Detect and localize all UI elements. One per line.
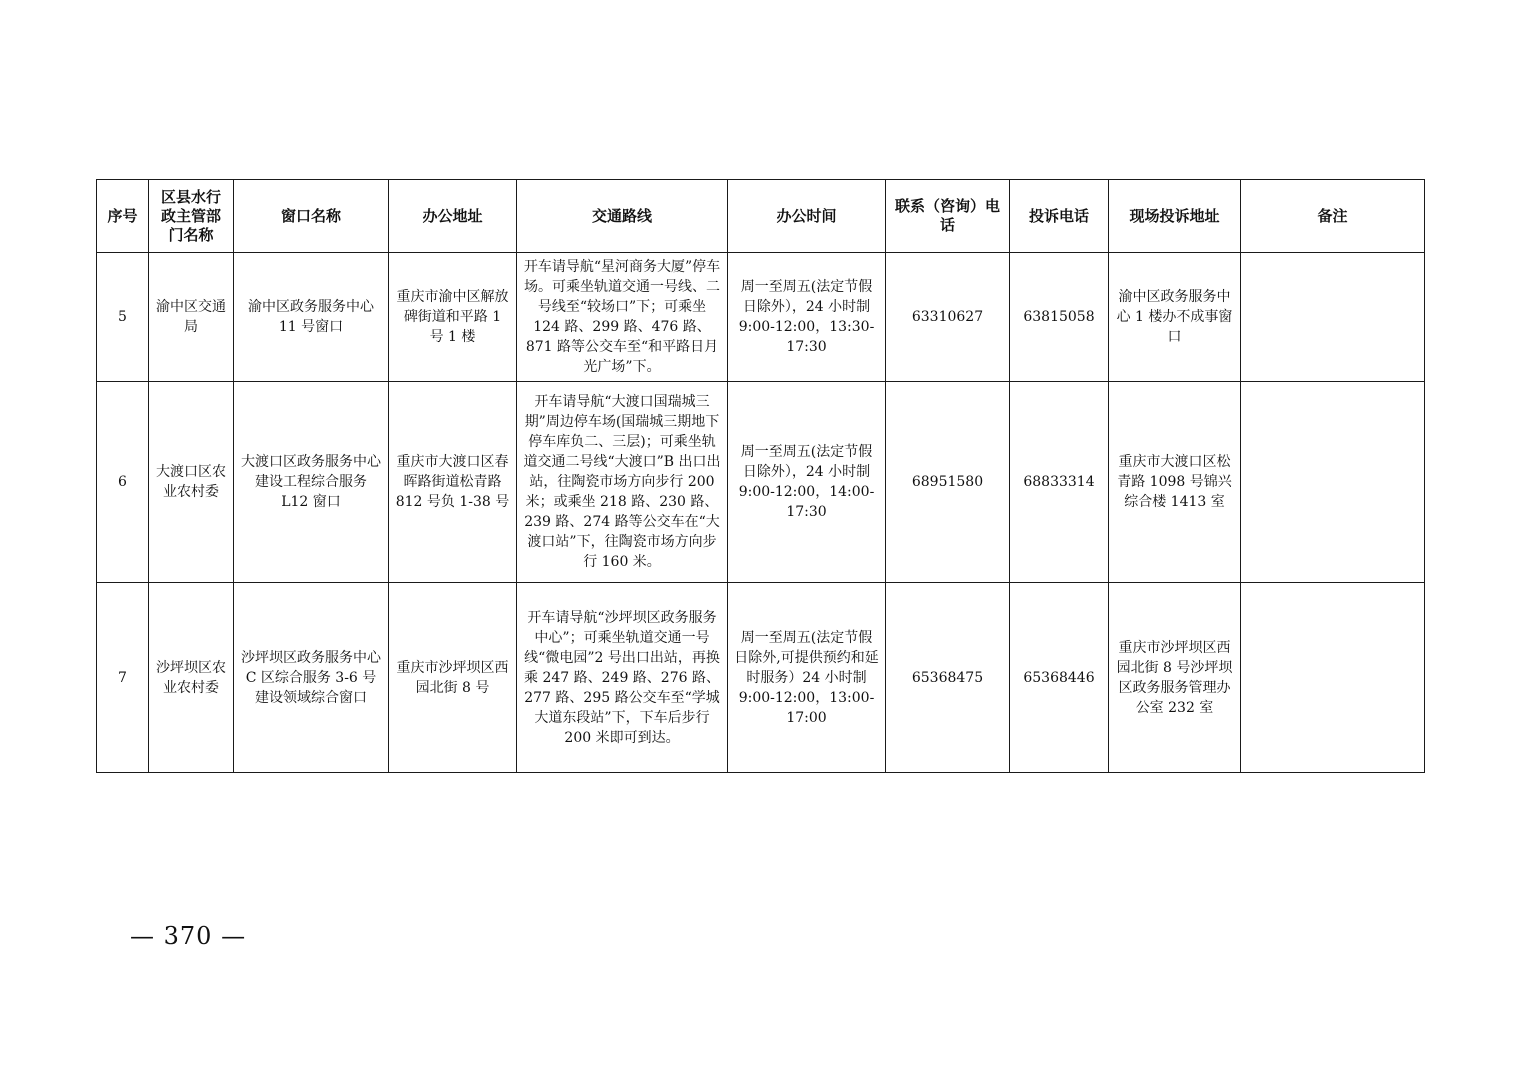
cell-phone: 63310627	[886, 253, 1010, 382]
cell-window: 大渡口区政务服务中心建设工程综合服务 L12 窗口	[234, 382, 389, 583]
cell-route: 开车请导航“大渡口国瑞城三期”周边停车场(国瑞城三期地下停车库负二、三层)；可乘坐轨道交通二号线“大渡口”B 出口出站，往陶瓷市场方向步行 200 米；或乘坐 218 路、230 路、239 路、274 路等公交车在“大渡口站”下，往陶瓷市场方向步行 160 米。	[517, 382, 728, 583]
header-phone: 联系（咨询）电话	[886, 180, 1010, 253]
cell-dept: 沙坪坝区农业农村委	[149, 583, 234, 773]
cell-hours: 周一至周五(法定节假日除外），24 小时制 9:00-12:00，13:30-17:30	[728, 253, 886, 382]
cell-hours: 周一至周五(法定节假日除外,可提供预约和延时服务）24 小时制 9:00-12:00，13:00-17:00	[728, 583, 886, 773]
table-row	[97, 583, 1425, 773]
service-window-table-container	[96, 179, 1424, 773]
header-route: 交通路线	[517, 180, 728, 253]
header-dept: 区县水行政主管部门名称	[149, 180, 234, 253]
cell-dept: 渝中区交通局	[149, 253, 234, 382]
cell-phone: 65368475	[886, 583, 1010, 773]
cell-complaint-phone: 68833314	[1010, 382, 1109, 583]
cell-remark	[1241, 253, 1425, 382]
cell-address: 重庆市渝中区解放碑街道和平路 1 号 1 楼	[389, 253, 517, 382]
cell-no: 5	[97, 253, 149, 382]
cell-route: 开车请导航“星河商务大厦”停车场。可乘坐轨道交通一号线、二号线至“较场口”下；可乘坐 124 路、299 路、476 路、871 路等公交车至“和平路日月光广场”下。	[517, 253, 728, 382]
header-complaint-phone: 投诉电话	[1010, 180, 1109, 253]
header-no: 序号	[97, 180, 149, 253]
cell-complaint-address: 渝中区政务服务中心 1 楼办不成事窗口	[1109, 253, 1241, 382]
cell-remark	[1241, 583, 1425, 773]
header-address: 办公地址	[389, 180, 517, 253]
cell-hours: 周一至周五(法定节假日除外），24 小时制 9:00-12:00，14:00-17:30	[728, 382, 886, 583]
cell-no: 7	[97, 583, 149, 773]
table-header-row	[97, 180, 1425, 253]
cell-complaint-address: 重庆市大渡口区松青路 1098 号锦兴综合楼 1413 室	[1109, 382, 1241, 583]
cell-complaint-phone: 65368446	[1010, 583, 1109, 773]
header-hours: 办公时间	[728, 180, 886, 253]
cell-address: 重庆市沙坪坝区西园北街 8 号	[389, 583, 517, 773]
header-window: 窗口名称	[234, 180, 389, 253]
header-complaint-address: 现场投诉地址	[1109, 180, 1241, 253]
cell-no: 6	[97, 382, 149, 583]
page-number: — 370 —	[130, 922, 247, 950]
cell-remark	[1241, 382, 1425, 583]
cell-phone: 68951580	[886, 382, 1010, 583]
header-remark: 备注	[1241, 180, 1425, 253]
cell-complaint-phone: 63815058	[1010, 253, 1109, 382]
cell-route: 开车请导航“沙坪坝区政务服务中心”；可乘坐轨道交通一号线“微电园”2 号出口出站，再换乘 247 路、249 路、276 路、277 路、295 路公交车至“学城大道东段站”下，下车后步行 200 米即可到达。	[517, 583, 728, 773]
cell-dept: 大渡口区农业农村委	[149, 382, 234, 583]
cell-complaint-address: 重庆市沙坪坝区西园北街 8 号沙坪坝区政务服务管理办公室 232 室	[1109, 583, 1241, 773]
table-row	[97, 382, 1425, 583]
cell-window: 渝中区政务服务中心 11 号窗口	[234, 253, 389, 382]
table-row	[97, 253, 1425, 382]
cell-window: 沙坪坝区政务服务中心 C 区综合服务 3-6 号建设领域综合窗口	[234, 583, 389, 773]
service-window-table	[96, 179, 1425, 773]
cell-address: 重庆市大渡口区春晖路街道松青路 812 号负 1-38 号	[389, 382, 517, 583]
